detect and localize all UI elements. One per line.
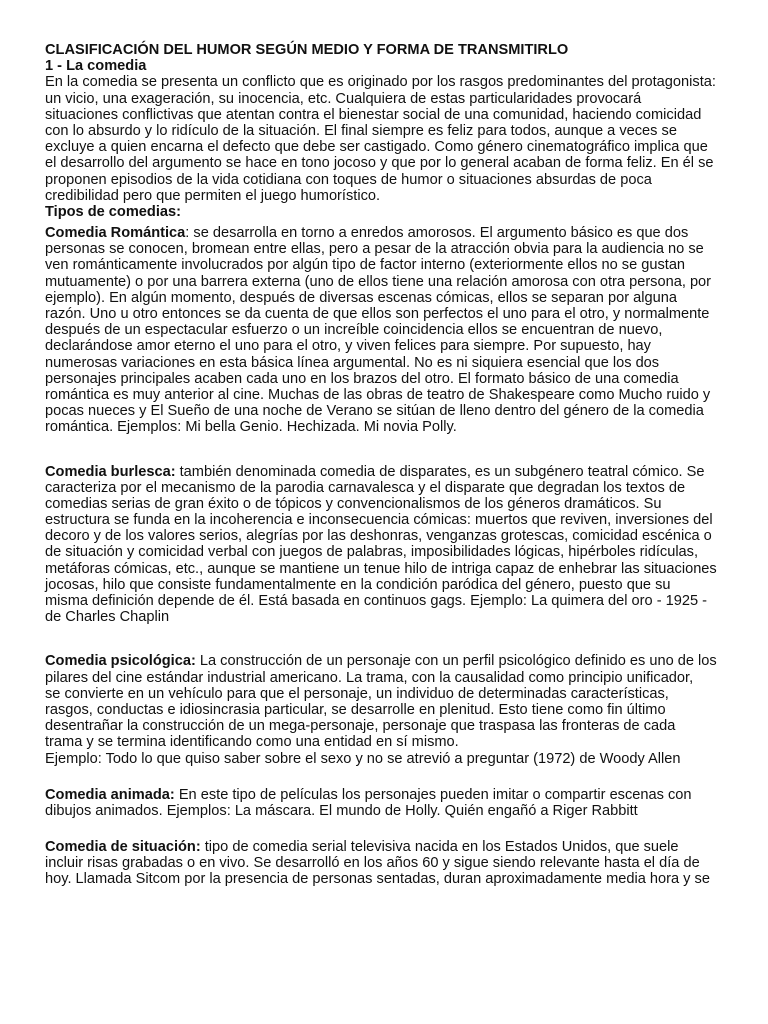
paragraph-comedia-romantica [45,225,745,435]
text-line: el desarrollo del argumento se hace en tono jocoso y que por lo general acaban de forma feliz. En él se [45,155,714,172]
text-line: personas se conocen, bromean entre ellas, pero a pesar de la atracción obvia para la audiencia no se [45,241,704,258]
text-line: decoro y de los valores serios, alegrías por las deshonras, venganzas grotescas, comicidad escénica o [45,528,712,545]
text-line: excluye a quien encarna el defecto que debe ser castigado. Como género cinematográfico implica que [45,139,708,156]
document-heading: CLASIFICACIÓN DEL HUMOR SEGÚN MEDIO Y FORMA DE TRANSMITIRLO [45,42,569,58]
text-line [45,839,745,855]
term-label: Comedia animada: [45,786,175,803]
text-line: misma definición depende de él. Está basada en continuos gags. Ejemplo: La quimera del oro - 1925 - [45,593,707,609]
text-line: un vicio, una exageración, su inocencia, etc. Cualquiera de estas particularidades provocará [45,90,642,107]
text-line: pocas nueces y El Sueño de una noche de Verano se sitúan de lleno dentro del género de la comedia [45,403,704,420]
text-line: después de un espectacular esfuerzo o un increíble coincidencia ellos se encuentran de nuevo, [45,322,663,339]
text-line: de Charles Chaplin [45,609,170,626]
text-line [45,787,745,803]
paragraph-comedia-animada [45,787,745,819]
text-line: declarándose amor eterno el uno para el otro, y viven felices para siempre. Por supuesto, hay [45,338,651,355]
intro-paragraph [45,74,745,204]
term-label: Comedia burlesca: [45,463,176,480]
text-line: de situación y comicidad verbal con juegos de palabras, imposibilidades lógicas, hipérboles ridículas, [45,544,699,561]
term-definition: La construcción de un personaje con un perfil psicológico definido es uno de los [195,653,717,670]
text-line: Ejemplo: Todo lo que quiso saber sobre el sexo y no se atrevió a preguntar (1972) de Woody Allen [45,750,681,767]
text-line: mutuamente) o por una barrera externa (uno de ellos tiene una relación amorosa con otra persona, por [45,273,712,290]
text-line: personajes principales acaben cada uno en los brazos del otro. El formato básico de una comedia [45,370,679,387]
paragraph-comedia-situacion [45,839,745,888]
term-definition: también denominada comedia de disparates, es un subgénero teatral cómico. Se [175,463,705,480]
text-line: se convierte en un vehículo para que el personaje, un individuo de determinadas características, [45,685,669,702]
text-line: situaciones conflictivas que atentan contra el bienestar social de una comunidad, haciendo comicidad [45,106,702,123]
text-line: romántica es muy anterior al cine. Muchas de las obras de teatro de Shakespeare como Mucho ruido y [45,386,711,403]
section-title: 1 - La comedia [45,58,147,75]
text-line: desentrañar la construcción de un mega-personaje, personaje que traspasa las fronteras de cada [45,718,676,735]
text-line [45,653,745,669]
text-line: jocosas, hilo que consiste fundamentalmente en la condición paródica del género, puesto que su [45,576,671,593]
text-line: razón. Uno u otro entonces se da cuenta de que ellos son perfectos el uno para el otro, y normalmente [45,306,710,322]
text-line: trama y se termina identificando como una entidad en sí mismo. [45,734,459,751]
text-line: incluir risas grabadas o en vivo. Se desarrolló en los años 60 y sigue siendo relevante hasta el día de [45,855,700,872]
text-line: comedias serias de gran éxito o de tópicos y convencionalismos de los géneros dramáticos. Su [45,495,662,512]
text-line: ejemplo). En algún momento, después de diversas escenas cómicas, ellos se separan por alguna [45,289,677,306]
text-line: hoy. Llamada Sitcom por la presencia de personas sentadas, duran aproximadamente media hora y se [45,871,710,888]
text-line: credibilidad pero que permiten el juego humorístico. [45,187,381,204]
types-title: Tipos de comedias: [45,203,181,220]
text-line: proponen episodios de la vida cotidiana con toques de humor o situaciones absurdas de poca [45,171,652,188]
text-line: dibujos animados. Ejemplos: La máscara. El mundo de Holly. Quién engañó a Riger Rabbitt [45,802,638,819]
text-line: rasgos, conductas e idiosincrasia particular, se desarrolle en plenitud. Esto tiene como fin último [45,701,666,718]
text-line: con lo absurdo y lo ridículo de la situación. El final siempre es feliz para todos, aunque a veces se [45,122,677,139]
paragraph-comedia-psicologica [45,653,745,766]
text-line: pilares del cine estándar industrial americano. La trama, con la causalidad como principio unificador, [45,669,694,686]
text-line [45,464,745,480]
term-definition: En este tipo de películas los personajes pueden imitar o compartir escenas con [174,786,692,803]
text-line: numerosas variaciones en esta básica línea argumental. No es ni siquiera esencial que los dos [45,354,660,371]
text-line: romántica. Ejemplos: Mi bella Genio. Hechizada. Mi novia Polly. [45,419,457,436]
text-line: caracteriza por el mecanismo de la parodia carnavalesca y el disparate que degradan los textos de [45,479,686,496]
text-line: metáforas cómicas, etc., aunque se mantiene un tenue hilo de intriga capaz de enhebrar las situaciones [45,560,717,577]
term-label: Comedia Romántica [45,225,186,242]
term-definition: : se desarrolla en torno a enredos amorosos. El argumento básico es que dos [185,225,689,242]
text-line: ven románticamente involucrados por algún tipo de factor interno (exteriormente ellos no se gustan [45,257,686,274]
paragraph-comedia-burlesca [45,464,745,626]
document-page [45,42,745,888]
term-label: Comedia de situación: [45,839,201,856]
term-definition: tipo de comedia serial televisiva nacida en los Estados Unidos, que suele [200,839,679,856]
term-label: Comedia psicológica: [45,653,196,670]
text-line: En la comedia se presenta un conflicto que es originado por los rasgos predominantes del protagonista: [45,74,716,91]
text-line [45,225,745,241]
text-line: estructura se funda en la incoherencia e inconsecuencia cómicas: muertos que reviven, inversiones del [45,512,713,529]
